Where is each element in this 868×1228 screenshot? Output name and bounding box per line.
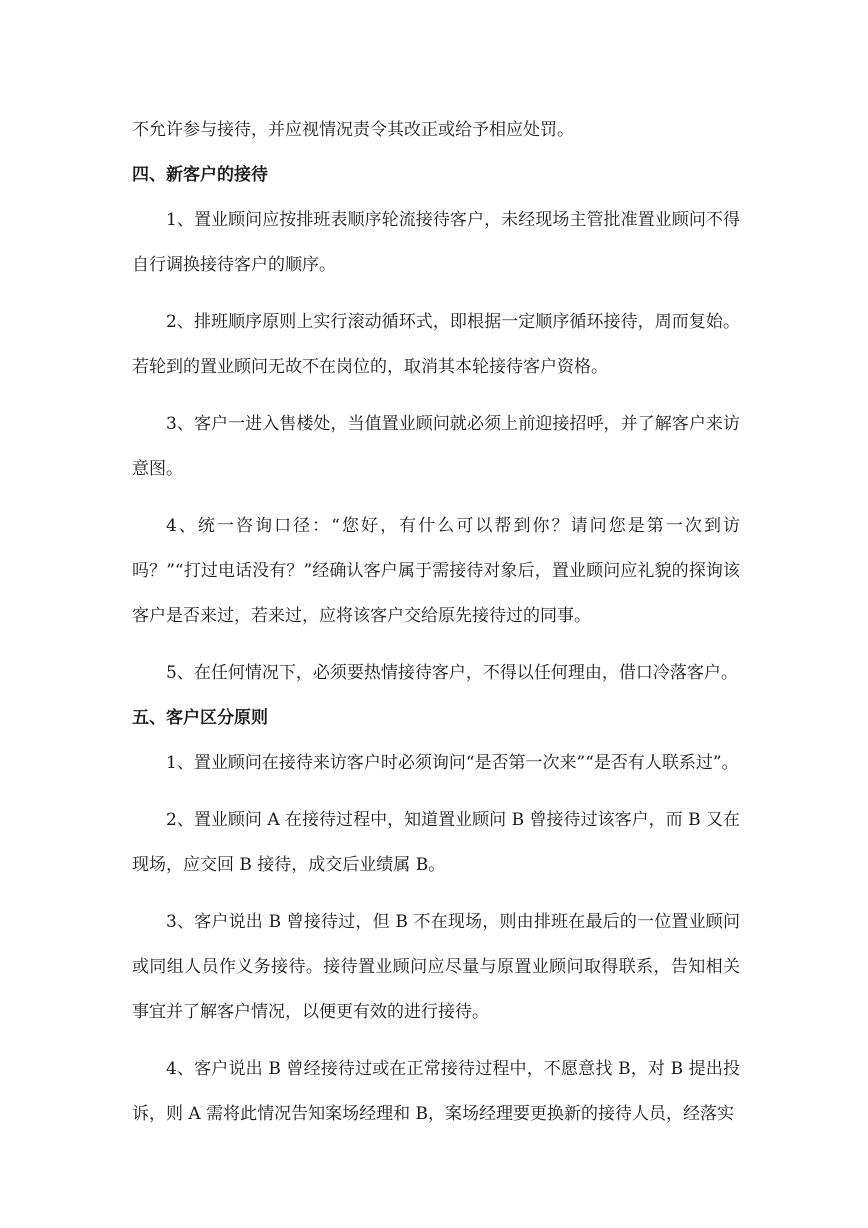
paragraph-5-4: 4、客户说出 B 曾经接待过或在正常接待过程中，不愿意找 B，对 B 提出投诉，则 A 需将此情况告知案场经理和 B，案场经理要更换新的接待人员，经落实 bbox=[132, 1059, 740, 1124]
paragraph-4-4: 4、统一咨询口径：“您好，有什么可以帮到你？请问您是第一次到访吗？”“打过电话没有？”经确认客户属于需接待对象后，置业顾问应礼貌的探询该客户是否来过，若来过，应将该客户交给原先接待过的同事。 bbox=[132, 516, 740, 626]
paragraph-5-2: 2、置业顾问 A 在接待过程中，知道置业顾问 B 曾接待过该客户，而 B 又在现场，应交回 B 接待，成交后业绩属 B。 bbox=[132, 810, 740, 875]
paragraph-5-3: 3、客户说出 B 曾接待过，但 B 不在现场，则由排班在最后的一位置业顾问或同组人员作义务接待。接待置业顾问应尽量与原置业顾问取得联系，告知相关事宜并了解客户情况，以便更有效的进行接待。 bbox=[132, 912, 740, 1022]
lead-paragraph: 不允许参与接待，并应视情况责令其改正或给予相应处罚。 bbox=[132, 120, 574, 140]
paragraph-4-5: 5、在任何情况下，必须要热情接待客户，不得以任何理由，借口冷落客户。 bbox=[166, 663, 738, 683]
document-body bbox=[132, 108, 740, 1137]
paragraph-5-1: 1、置业顾问在接待来访客户时必须询问“是否第一次来”“是否有人联系过”。 bbox=[166, 753, 739, 773]
paragraph-4-3: 3、客户一进入售楼处，当值置业顾问就必须上前迎接招呼，并了解客户来访意图。 bbox=[132, 414, 740, 479]
section-heading-customer-distinction: 五、客户区分原则 bbox=[132, 708, 268, 728]
paragraph-4-1: 1、置业顾问应按排班表顺序轮流接待客户，未经现场主管批准置业顾问不得自行调换接待客户的顺序。 bbox=[132, 210, 740, 275]
section-heading-new-customer: 四、新客户的接待 bbox=[132, 165, 268, 185]
paragraph-4-2: 2、排班顺序原则上实行滚动循环式，即根据一定顺序循环接待，周而复始。若轮到的置业顾问无故不在岗位的，取消其本轮接待客户资格。 bbox=[132, 312, 740, 377]
